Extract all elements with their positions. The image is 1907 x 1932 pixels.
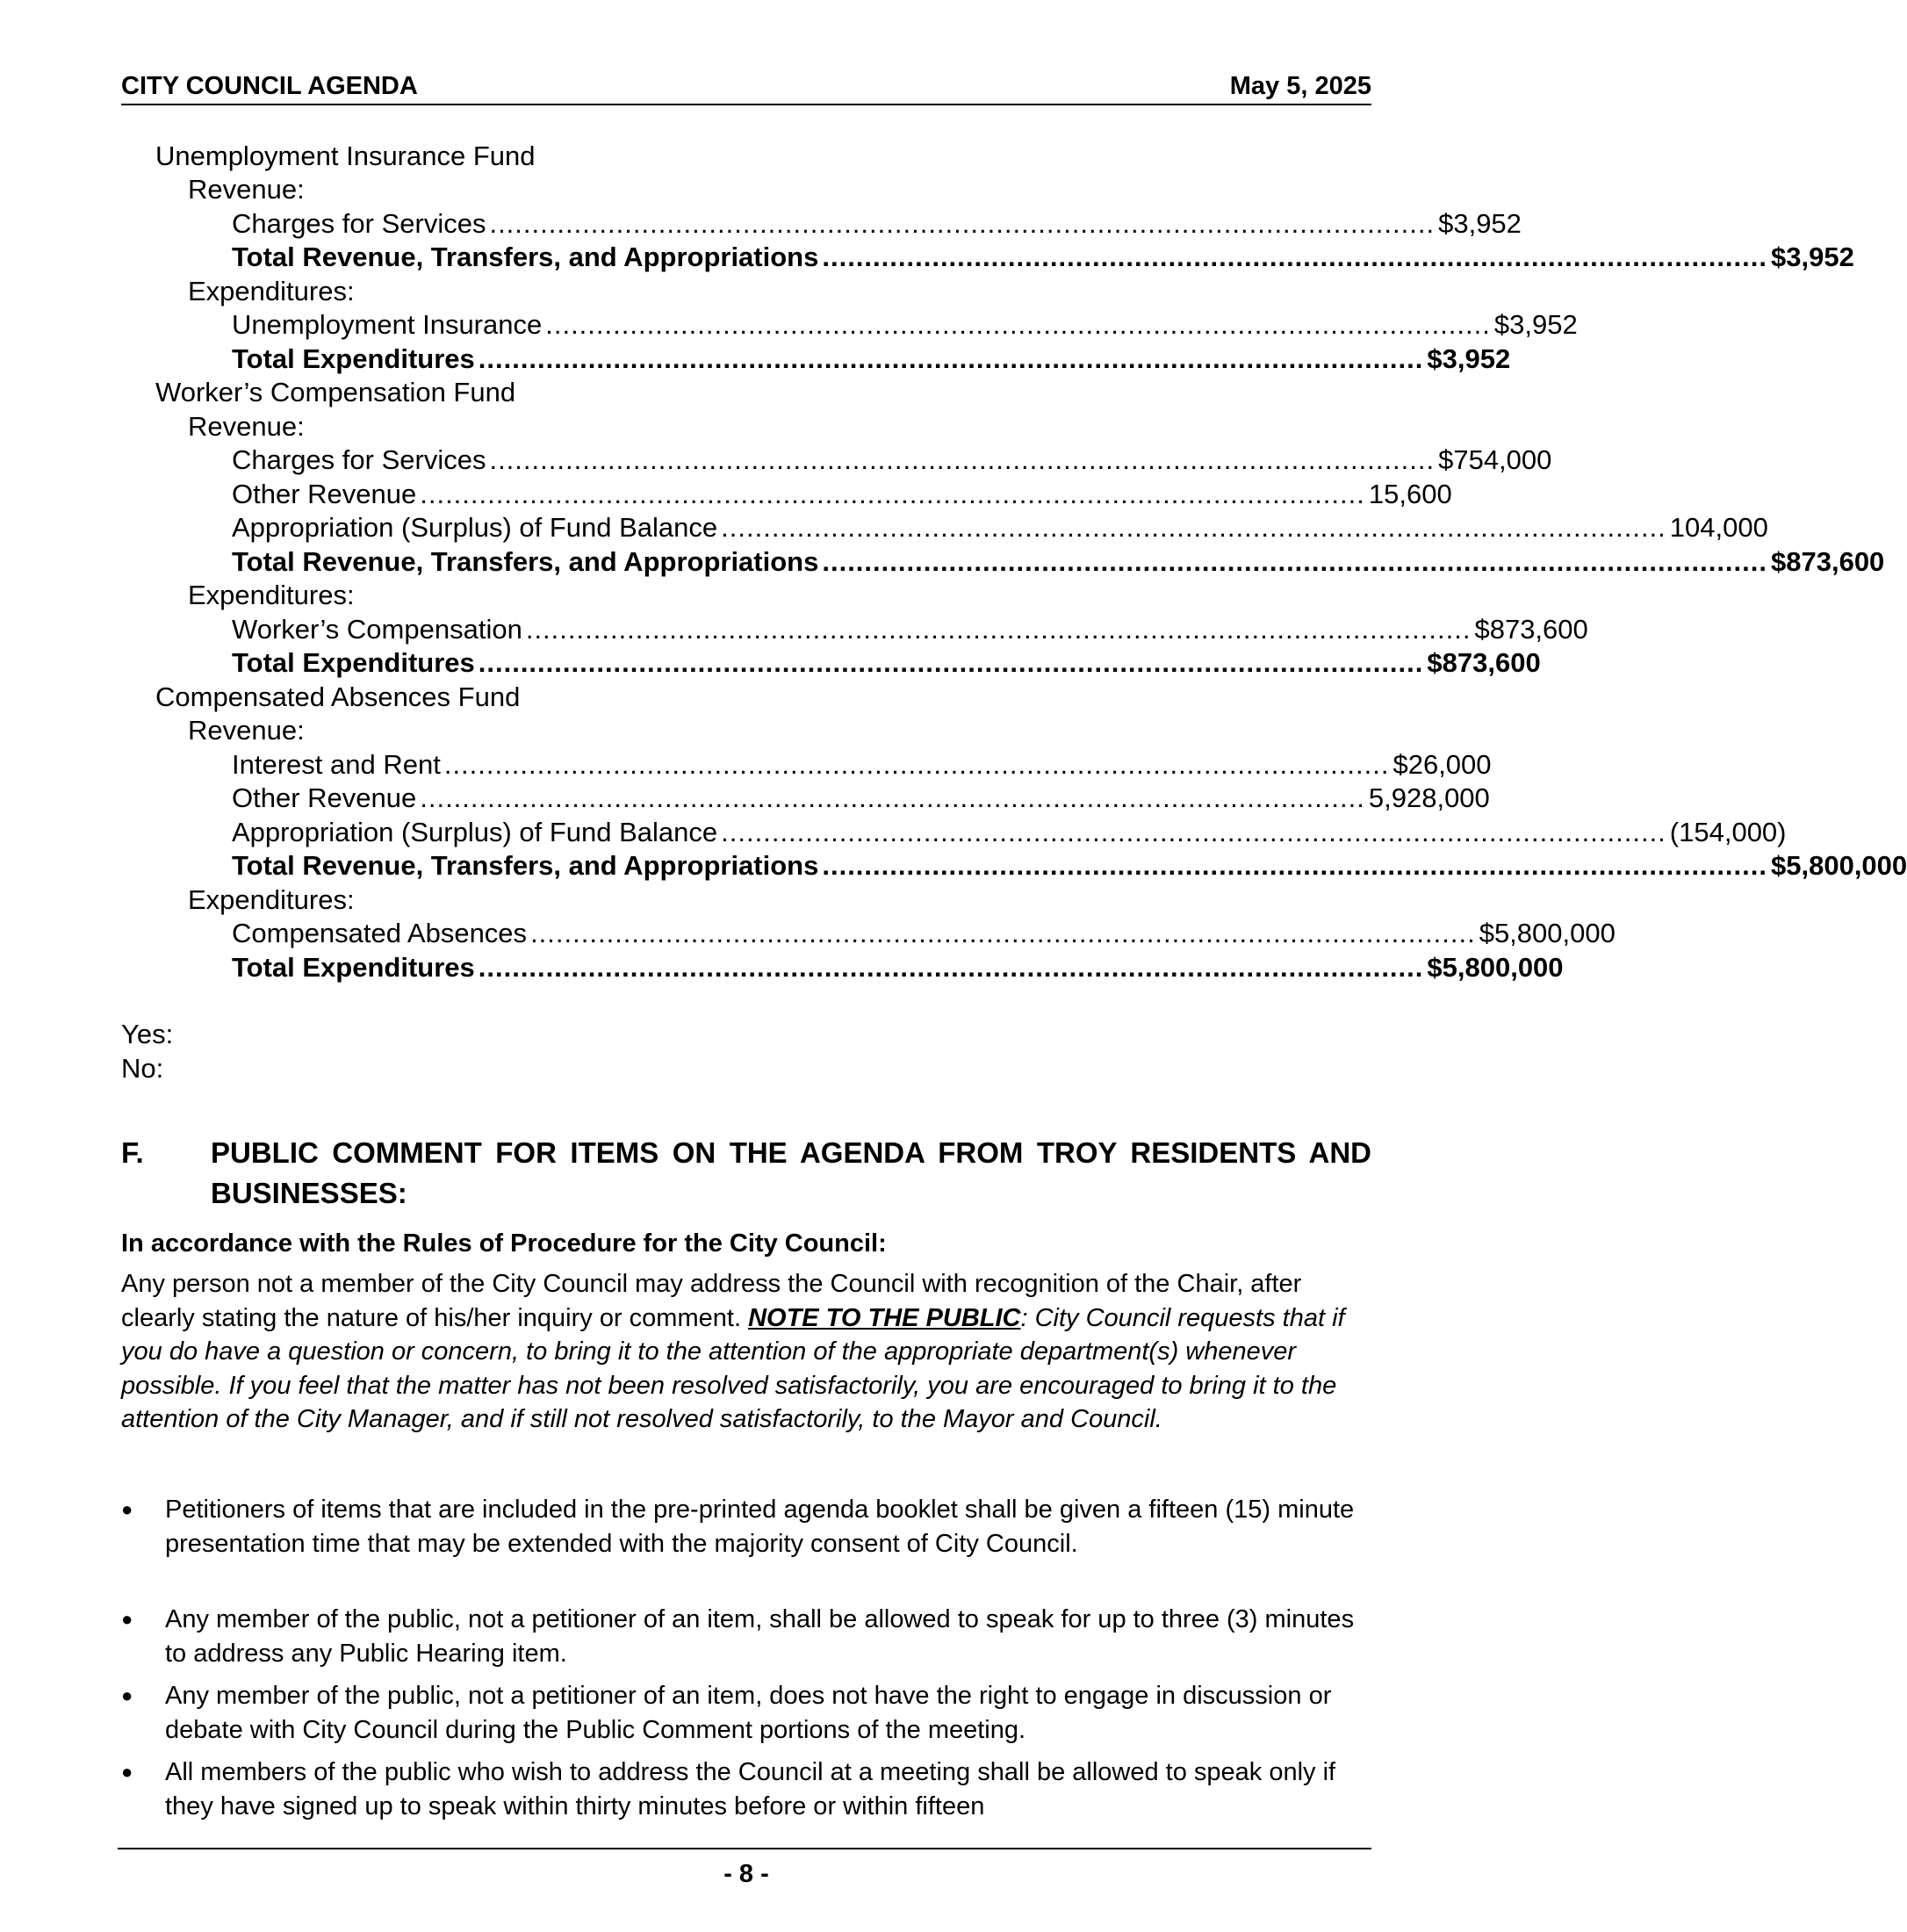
dot-leader: ................................................................................................................	[489, 444, 1436, 475]
line-label: Other Revenue	[232, 782, 417, 813]
line-amount: $3,952	[1427, 343, 1511, 374]
line-amount: $5,800,000	[1479, 918, 1616, 948]
line-amount: $873,600	[1474, 614, 1588, 645]
dot-leader: ................................................................................................................	[822, 850, 1767, 881]
line-amount: 15,600	[1368, 479, 1452, 509]
section-title: PUBLIC COMMENT FOR ITEMS ON THE AGENDA FROM TROY RESIDENTS AND BUSINESSES:	[211, 1136, 1371, 1209]
line-label: Interest and Rent	[232, 749, 441, 780]
list-item-text: Petitioners of items that are included in the pre-printed agenda booklet shall be given a fifteen (15) minute presentation time that may be extended with the majority consent of City Council.	[165, 1496, 1355, 1558]
note-to-public-label: NOTE TO THE PUBLIC	[748, 1303, 1021, 1332]
line-amount: 5,928,000	[1368, 782, 1490, 813]
bullet-icon: ●	[121, 1684, 133, 1706]
budget-line	[232, 916, 1616, 950]
budget-line	[232, 612, 1588, 646]
line-amount: $5,800,000	[1771, 850, 1907, 881]
budget-line	[232, 206, 1522, 241]
budget-total-line	[232, 645, 1541, 680]
vote-yes: Yes:	[121, 1019, 174, 1049]
line-label: Total Expenditures	[232, 952, 475, 983]
budget-line	[232, 815, 1787, 849]
footer-divider	[118, 1848, 1371, 1849]
dot-leader: ................................................................................................................	[478, 343, 1424, 374]
dot-leader: ................................................................................................................	[721, 512, 1666, 543]
line-amount: 104,000	[1669, 512, 1768, 543]
line-label: Appropriation (Surplus) of Fund Balance	[232, 512, 718, 543]
page-header	[121, 68, 1371, 105]
dot-leader: ................................................................................................................	[443, 749, 1390, 780]
agenda-date: May 5, 2025	[1229, 72, 1371, 100]
line-label: Total Expenditures	[232, 647, 475, 678]
dot-leader: ................................................................................................................	[489, 208, 1436, 239]
fund-name: Unemployment Insurance Fund	[155, 141, 536, 171]
agenda-title: CITY COUNCIL AGENDA	[121, 72, 418, 100]
dot-leader: ................................................................................................................	[525, 614, 1472, 645]
line-amount: $26,000	[1392, 749, 1492, 780]
bullet-icon: ●	[121, 1608, 133, 1630]
dot-leader: ................................................................................................................	[530, 918, 1476, 948]
line-amount: $873,600	[1427, 647, 1541, 678]
vote-no: No:	[121, 1053, 164, 1084]
dot-leader: ................................................................................................................	[478, 647, 1424, 678]
dot-leader: ................................................................................................................	[822, 546, 1767, 577]
dot-leader: ................................................................................................................	[721, 817, 1666, 847]
rules-paragraph	[121, 1267, 1377, 1437]
budget-line	[232, 307, 1578, 342]
budget-total-line	[232, 240, 1854, 274]
revenue-label: Revenue:	[188, 411, 305, 442]
section-number: F.	[121, 1136, 144, 1169]
line-amount: $3,952	[1493, 309, 1578, 340]
line-amount: $5,800,000	[1427, 952, 1564, 983]
dot-leader: ................................................................................................................	[420, 782, 1365, 813]
revenue-label: Revenue:	[188, 174, 305, 205]
line-label: Unemployment Insurance	[232, 309, 543, 340]
line-label: Total Revenue, Transfers, and Appropriations	[232, 242, 819, 272]
dot-leader: ................................................................................................................	[478, 952, 1424, 983]
expenditures-label: Expenditures:	[188, 884, 355, 915]
line-label: Total Revenue, Transfers, and Appropriations	[232, 546, 819, 577]
bullet-icon: ●	[121, 1498, 133, 1520]
note-colon: :	[1020, 1303, 1028, 1332]
line-label: Appropriation (Surplus) of Fund Balance	[232, 817, 718, 847]
line-label: Other Revenue	[232, 479, 417, 509]
line-amount: $3,952	[1771, 242, 1854, 272]
list-item-text: All members of the public who wish to address the Council at a meeting shall be allowed to speak only if they have signed up to speak within thirty minutes before or within fifteen	[165, 1758, 1336, 1820]
budget-line	[232, 781, 1490, 815]
budget-total-line	[232, 950, 1564, 984]
budget-total-line	[232, 848, 1907, 883]
list-item-text: Any member of the public, not a petitioner of an item, shall be allowed to speak for up to three (3) minutes to address any Public Hearing item.	[165, 1605, 1355, 1668]
line-label: Charges for Services	[232, 444, 486, 475]
budget-line	[232, 510, 1768, 544]
list-item-text: Any member of the public, not a petitioner of an item, does not have the right to engage in discussion or debate with City Council during the Public Comment portions of the meeting.	[165, 1682, 1332, 1744]
expenditures-label: Expenditures:	[188, 276, 355, 306]
fund-name: Compensated Absences Fund	[155, 681, 521, 712]
line-label: Charges for Services	[232, 208, 486, 239]
bullet-icon: ●	[121, 1761, 133, 1783]
rules-intro: Any person not a member of the City Council may address the Council with recognition of the Chair, after clearly stating the nature of his/her inquiry or comment.	[121, 1270, 1302, 1332]
line-amount: $873,600	[1771, 546, 1885, 577]
line-label: Total Revenue, Transfers, and Appropriations	[232, 850, 819, 881]
rules-heading: In accordance with the Rules of Procedure for the City Council:	[121, 1229, 887, 1258]
dot-leader: ................................................................................................................	[822, 242, 1767, 272]
line-amount: $754,000	[1438, 444, 1552, 475]
budget-line	[232, 747, 1492, 782]
line-amount: (154,000)	[1669, 817, 1787, 847]
revenue-label: Revenue:	[188, 715, 305, 746]
fund-name: Worker’s Compensation Fund	[155, 377, 516, 407]
line-label: Worker’s Compensation	[232, 614, 522, 645]
expenditures-label: Expenditures:	[188, 580, 355, 610]
budget-total-line	[232, 342, 1511, 376]
line-label: Total Expenditures	[232, 343, 475, 374]
line-amount: $3,952	[1438, 208, 1522, 239]
dot-leader: ................................................................................................................	[420, 479, 1365, 509]
budget-line	[232, 443, 1552, 477]
note-text: City Council requests that if you do have a question or concern, to bring it to the attention of the appropriate department(s) whenever possible. If you feel that the matter has not been resolved satisfactorily, you are encouraged to bring it to the attention of the City Manager, and if still not resolved satisfactorily, to the Mayor and Council.	[121, 1303, 1345, 1433]
budget-line	[232, 477, 1452, 511]
line-label: Compensated Absences	[232, 918, 528, 948]
budget-total-line	[232, 544, 1885, 579]
page-number: - 8 -	[723, 1860, 769, 1888]
dot-leader: ................................................................................................................	[545, 309, 1491, 340]
